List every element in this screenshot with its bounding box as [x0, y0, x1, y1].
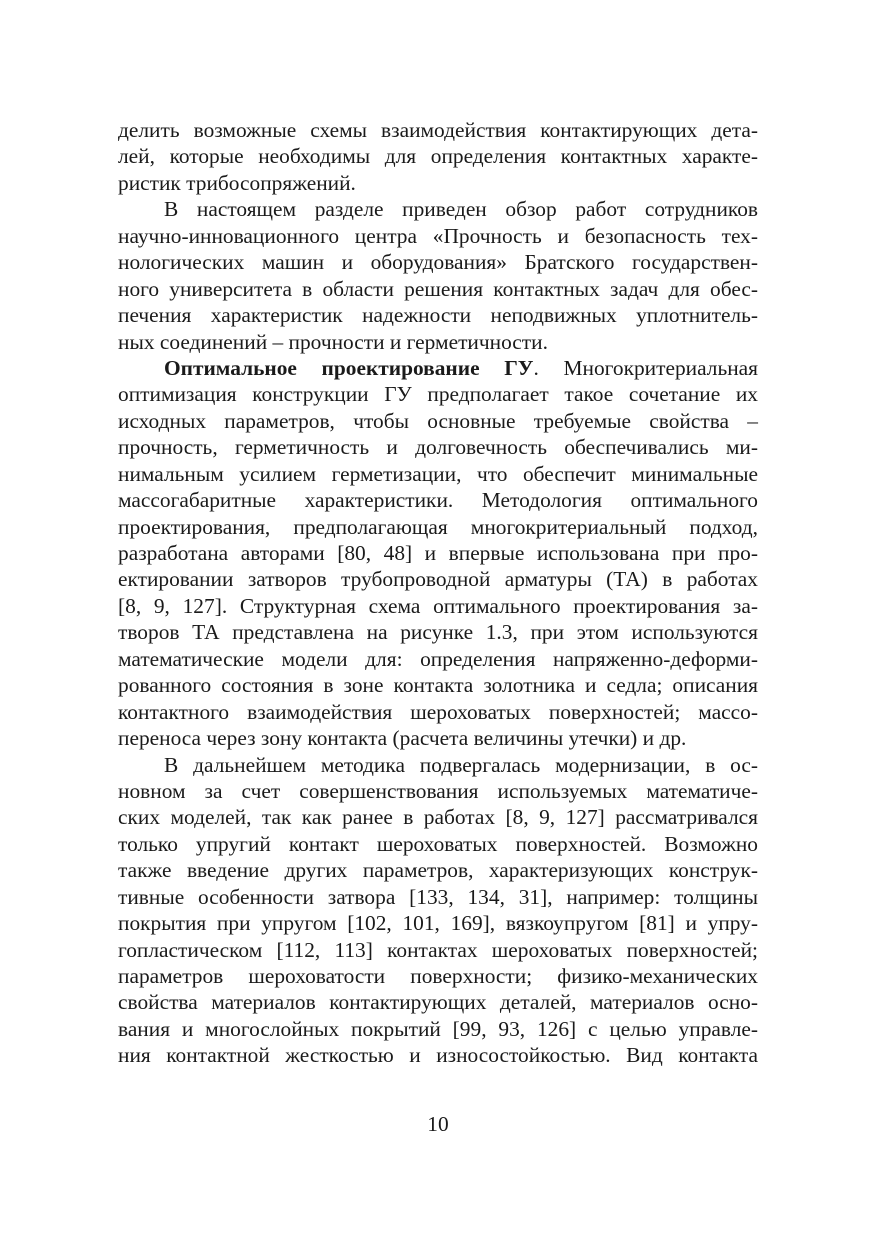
- text-line: научно-инновационного центра «Прочность и безопасность тех-: [118, 223, 758, 248]
- page-number: 10: [427, 1112, 449, 1136]
- paragraph-3: [118, 355, 758, 752]
- text-line: проектирования, предполагающая многокритериальный подход,: [118, 514, 758, 539]
- run-in-heading: Оптимальное проектирование ГУ: [164, 355, 534, 380]
- text-line: нологических машин и оборудования» Братского государствен-: [118, 250, 758, 275]
- paragraph-1: [118, 117, 758, 196]
- page-body: [118, 117, 758, 1069]
- text-line: прочность, герметичность и долговечность обеспечивались ми-: [118, 435, 758, 460]
- text-line: разработана авторами [80, 48] и впервые использована при про-: [118, 541, 758, 565]
- text-line: творов ТА представлена на рисунке 1.3, при этом используются: [118, 620, 758, 645]
- text-line: ния контактной жесткостью и износостойкостью. Вид контакта: [118, 1043, 758, 1068]
- text-line: ного университета в области решения контактных задач для обес-: [118, 276, 758, 301]
- text-line: только упругий контакт шероховатых поверхностей. Возможно: [118, 831, 758, 856]
- text-line: рованного состояния в зоне контакта золотника и седла; описания: [118, 673, 758, 698]
- text-line: В настоящем разделе приведен обзор работ сотрудников: [164, 197, 758, 222]
- text-line: оптимизация конструкции ГУ предполагает такое сочетание их: [118, 382, 758, 407]
- text-line: ристик трибосопряжений.: [118, 170, 356, 195]
- text-line: параметров шероховатости поверхности; физико-механических: [118, 964, 758, 988]
- text-line: массогабаритные характеристики. Методология оптимального: [118, 488, 758, 513]
- text-line: ектировании затворов трубопроводной арматуры (ТА) в работах: [118, 567, 758, 592]
- text-line: также введение других параметров, характеризующих конструк-: [118, 858, 758, 883]
- text-line: вания и многослойных покрытий [99, 93, 126] с целью управле-: [118, 1016, 758, 1041]
- heading-rest: . Многокритериальная: [533, 355, 758, 380]
- text-line: [118, 355, 758, 381]
- text-line: покрытия при упругом [102, 101, 169], вязкоупругом [81] и упру-: [118, 911, 758, 936]
- text-line: делить возможные схемы взаимодействия контактирующих дета-: [118, 118, 758, 142]
- text-line: тивные особенности затвора [133, 134, 31], например: толщины: [118, 884, 758, 909]
- text-line: новном за счет совершенствования используемых математиче-: [118, 778, 758, 803]
- text-line: В дальнейшем методика подвергалась модернизации, в ос-: [164, 752, 758, 777]
- text-line: математические модели для: определения напряженно-деформи-: [118, 646, 758, 671]
- text-line: нимальным усилием герметизации, что обеспечит минимальные: [118, 461, 758, 486]
- text-line: ских моделей, так как ранее в работах [8, 9, 127] рассматривался: [118, 805, 758, 830]
- text-line: [8, 9, 127]. Структурная схема оптимального проектирования за-: [118, 593, 758, 618]
- text-line: ных соединений – прочности и герметичности.: [118, 329, 548, 354]
- text-line: контактного взаимодействия шероховатых поверхностей; массо-: [118, 699, 758, 724]
- paragraph-2: [118, 196, 758, 355]
- paragraph-4: [118, 752, 758, 1069]
- text-line: исходных параметров, чтобы основные требуемые свойства –: [118, 408, 758, 433]
- text-line: свойства материалов контактирующих деталей, материалов осно-: [118, 990, 758, 1015]
- text-line: печения характеристик надежности неподвижных уплотнитель-: [118, 303, 758, 328]
- text-line: гопластическом [112, 113] контактах шероховатых поверхностей;: [118, 937, 758, 962]
- text-line: лей, которые необходимы для определения контактных характе-: [118, 144, 758, 169]
- text-line: переноса через зону контакта (расчета величины утечки) и др.: [118, 726, 687, 751]
